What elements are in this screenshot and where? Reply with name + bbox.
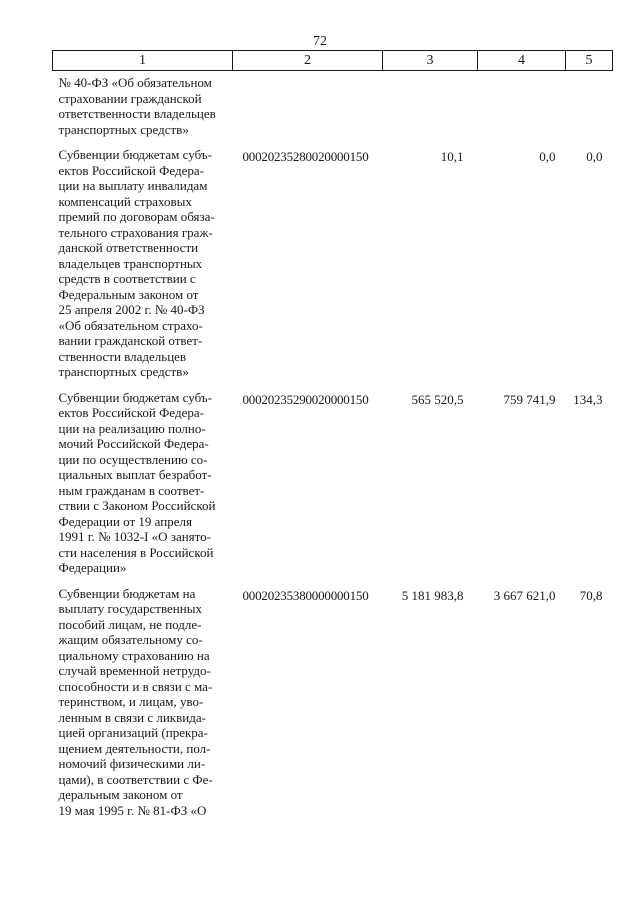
description-line: «Об обязательном страхо- (58, 317, 203, 333)
description-line: ектов Российской Федера- (58, 405, 204, 420)
description-line: мочий Российской Федера- (58, 436, 209, 451)
description-line: выплату государственных (58, 601, 202, 616)
row-col4: 759 741,9 (503, 391, 556, 407)
row-description (53, 380, 233, 576)
description-line: цами), в соответствии с Фе- (58, 771, 213, 787)
description-line: Федерации» (58, 560, 127, 575)
description-line: вании гражданской ответ- (58, 333, 203, 348)
row-col5: 0,0 (586, 149, 603, 164)
description-line: ным гражданам в соответ- (58, 482, 205, 498)
description-line: № 40-ФЗ «Об обязательном (58, 75, 212, 90)
description-line: транспортных средств» (58, 121, 189, 137)
description-line: Субвенции бюджетам субъ- (58, 147, 212, 162)
header-col-2: 2 (233, 51, 383, 71)
description-line: ответственности владельцев (58, 106, 216, 121)
description-line: ектов Российской Федера- (58, 162, 204, 178)
table-row (53, 380, 613, 576)
description-line: способности и в связи с ма- (58, 678, 213, 694)
row-col5: 70,8 (579, 587, 603, 603)
row-code: 00020235290020000150 (242, 391, 369, 407)
description-line: владельцев транспортных (58, 255, 203, 271)
description-line: Федерации от 19 апреля (58, 513, 192, 529)
page-number: 72 (313, 34, 327, 49)
row-col5: 134,3 (573, 391, 603, 407)
row-col3: 10,1 (440, 149, 464, 164)
description-line: циальных выплат безработ- (58, 467, 212, 482)
header-col-5: 5 (566, 51, 613, 71)
description-line: компенсаций страховых (58, 193, 192, 209)
description-line: ции по осуществлению со- (58, 451, 208, 467)
row-code: 00020235280020000150 (242, 149, 369, 164)
description-line: цией организаций (прекра- (58, 725, 208, 740)
description-line: средств в соответствии с (58, 271, 196, 286)
description-line: 1991 г. № 1032-I «О занято- (58, 529, 211, 544)
description-line: премий по договорам обяза- (58, 209, 215, 224)
table-row (53, 576, 613, 819)
description-line: 25 апреля 2002 г. № 40-ФЗ (58, 302, 205, 317)
header-row (53, 51, 613, 71)
budget-table (52, 50, 613, 818)
description-line: теринством, и лицам, уво- (58, 694, 204, 709)
description-line: пособий лицам, не подле- (58, 616, 202, 632)
table-row (53, 71, 613, 138)
description-line: ции на реализацию полно- (58, 420, 206, 436)
description-line: сти населения в Российской (58, 544, 214, 560)
row-col4 (478, 71, 566, 138)
table-row (53, 137, 613, 380)
description-line: ствии с Законом Российской (58, 498, 216, 513)
header-col-4: 4 (478, 51, 566, 71)
row-col3 (383, 71, 478, 138)
row-col3: 5 181 983,8 (401, 587, 464, 603)
description-line: 19 мая 1995 г. № 81-ФЗ «О (58, 802, 207, 818)
description-line: страховании гражданской (58, 90, 202, 106)
header-col-3: 3 (383, 51, 478, 71)
description-line: тельного страхования граж- (58, 224, 213, 240)
row-col4: 0,0 (539, 149, 556, 164)
description-line: транспортных средств» (58, 364, 189, 379)
description-line: Субвенции бюджетам на (58, 585, 196, 601)
row-col4: 3 667 621,0 (493, 587, 556, 603)
description-line: циальному страхованию на (58, 647, 210, 663)
row-col5 (566, 71, 613, 138)
row-code: 00020235380000000150 (242, 587, 369, 603)
row-description (53, 71, 233, 138)
description-line: ции на выплату инвалидам (58, 178, 208, 193)
description-line: деральным законом от (58, 787, 183, 802)
description-line: данской ответственности (58, 240, 199, 255)
row-description (53, 137, 233, 380)
header-col-1: 1 (53, 51, 233, 71)
description-line: случай временной нетрудо- (58, 663, 211, 678)
row-description (53, 576, 233, 819)
description-line: Федеральным законом от (58, 286, 199, 302)
row-code (233, 71, 383, 138)
description-line: жащим обязательному со- (58, 632, 203, 647)
description-line: Субвенции бюджетам субъ- (58, 389, 212, 405)
description-line: щением деятельности, пол- (58, 740, 211, 756)
description-line: ственности владельцев (58, 348, 187, 364)
description-line: ленным в связи с ликвида- (58, 709, 206, 725)
description-line: номочий физическими ли- (58, 756, 206, 771)
row-col3: 565 520,5 (411, 391, 464, 407)
